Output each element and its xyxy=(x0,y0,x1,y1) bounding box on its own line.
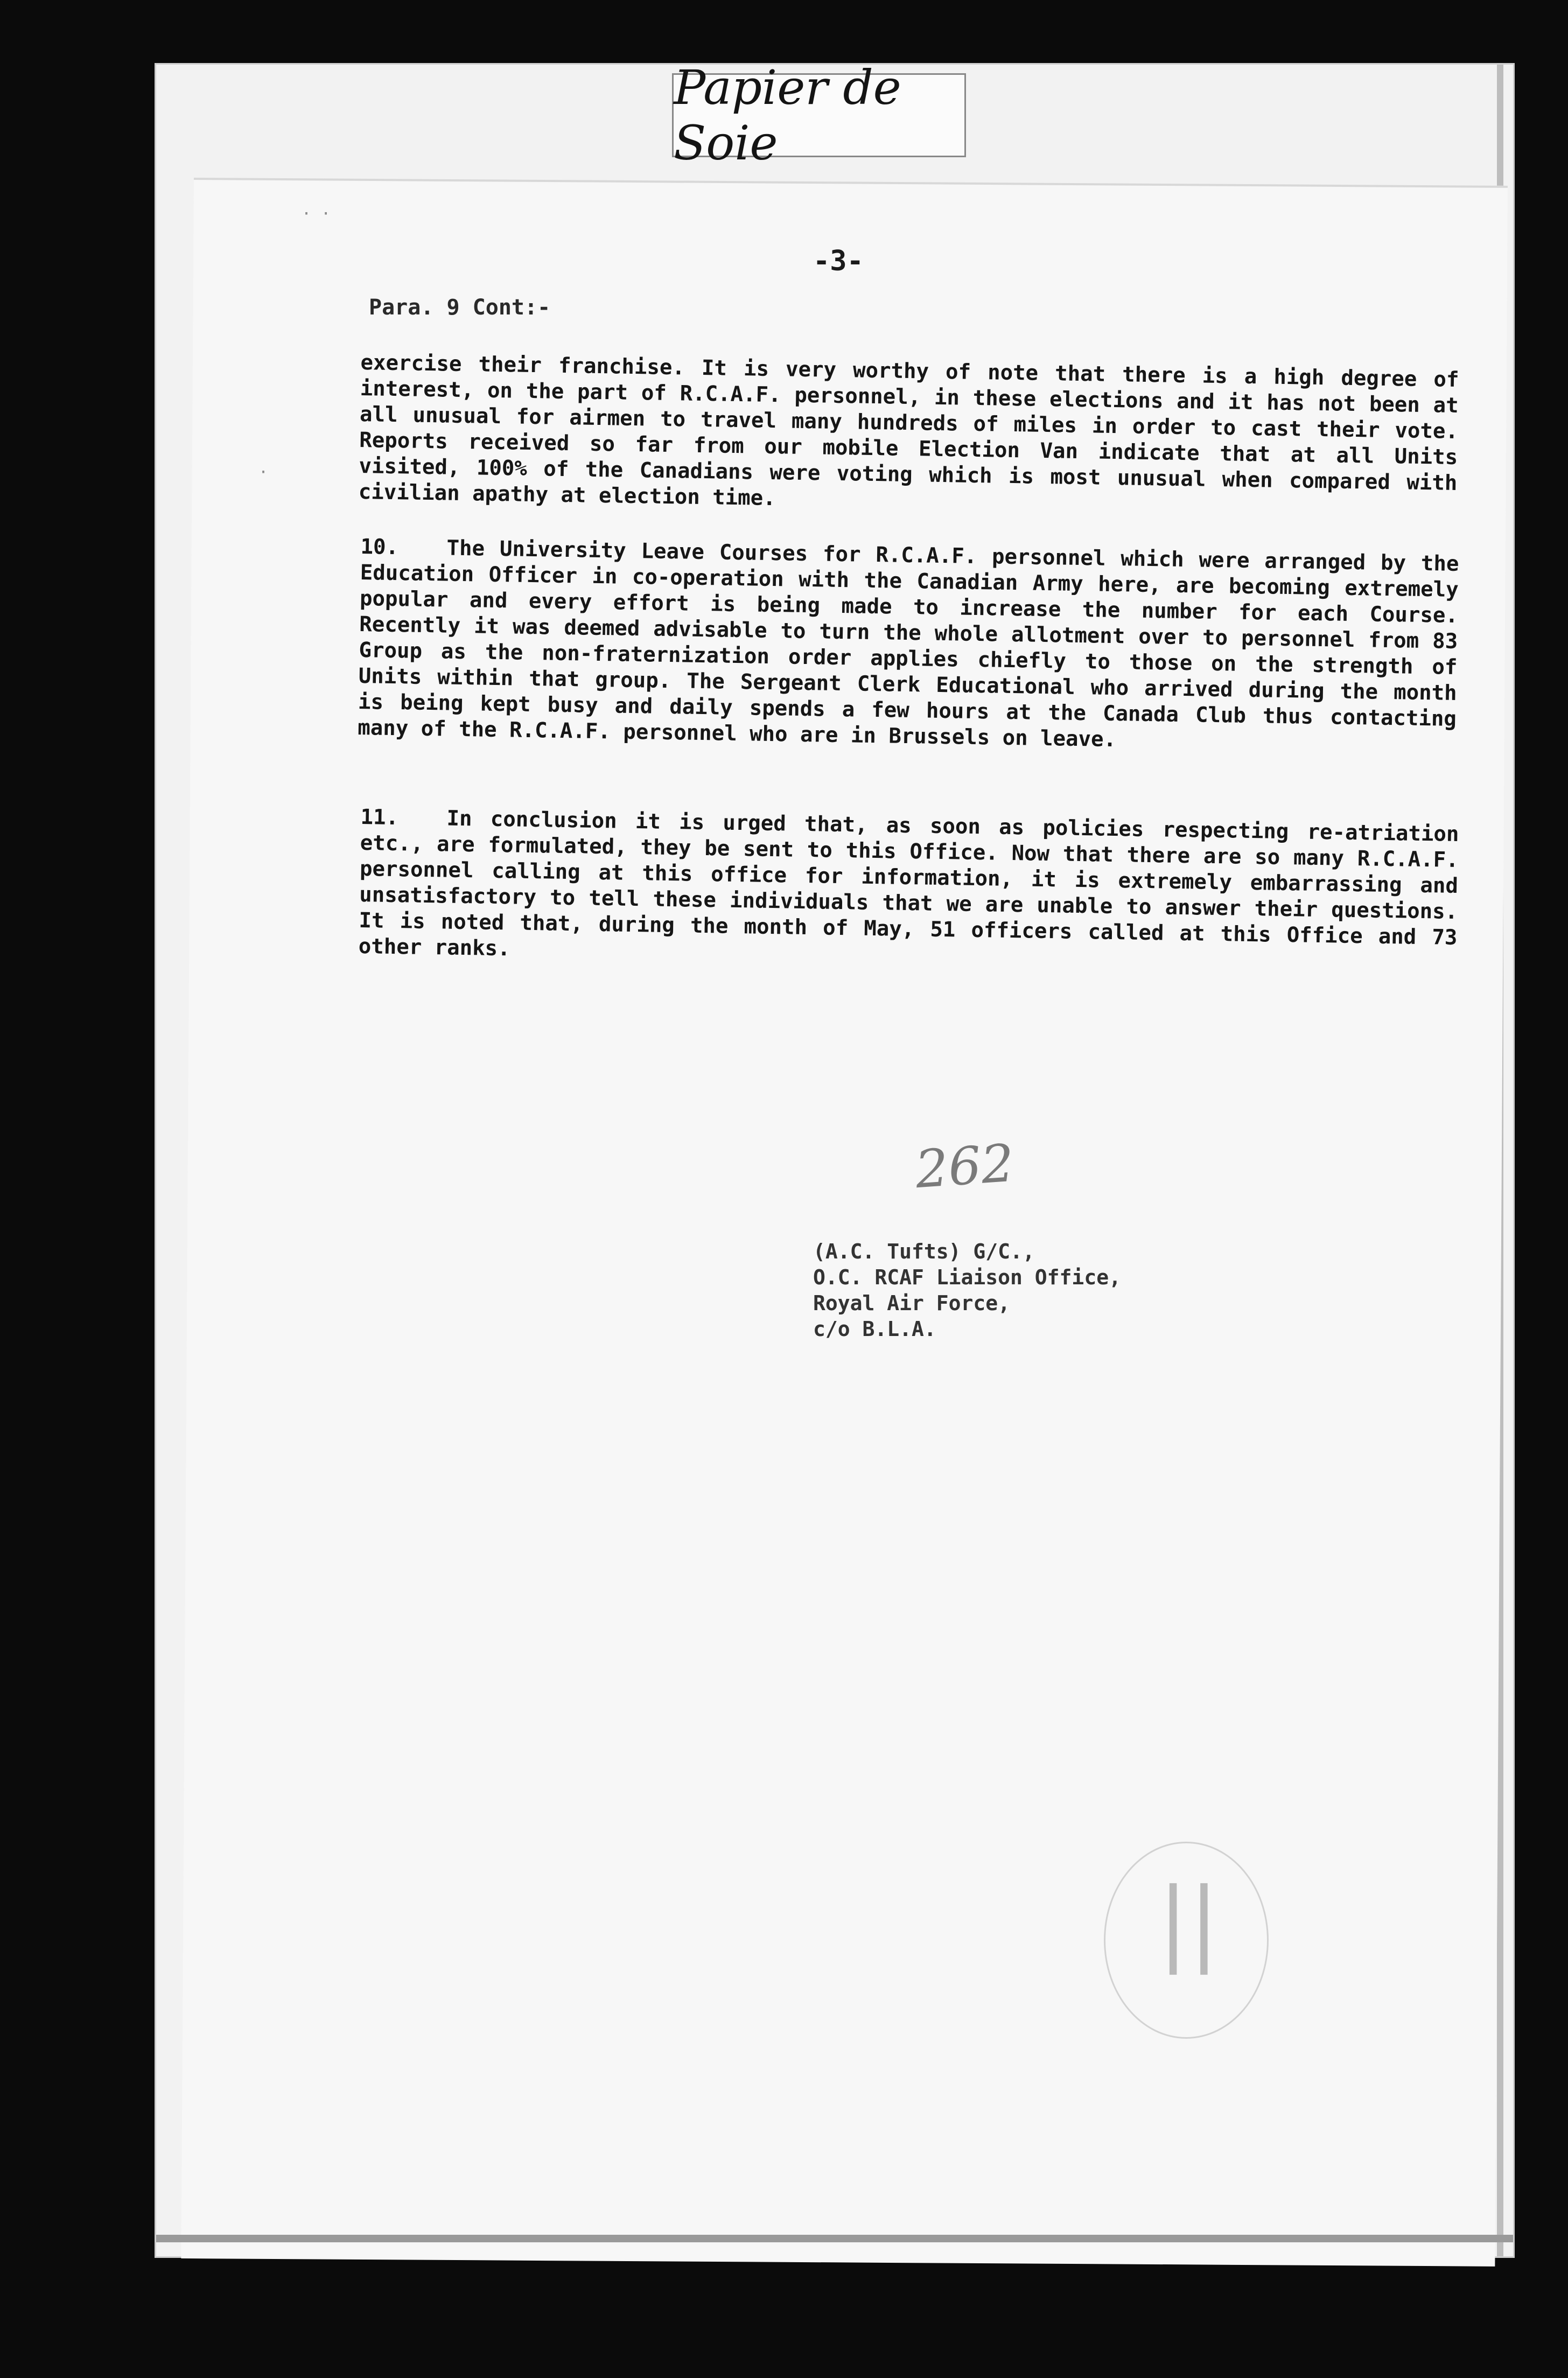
smudge-mark: · xyxy=(258,463,269,482)
paragraph-text: exercise their franchise. It is very worthy of note that there is a high degree of interest, on the part of R.C.A.F. personnel, in these elections and it has not been at all unusual for airmen to travel many hundreds of miles in order to cast their vote. Reports received so far from our mobile Election Van indicate that at all Units visited, 100% of the Canadians were voting which is most unusual when compared with civilian apathy at election time. xyxy=(358,350,1459,511)
sheet-bottom-edge xyxy=(156,2235,1513,2242)
paragraph-9-continued xyxy=(358,350,1459,511)
paragraph-text: In conclusion it is urged that, as soon as policies respecting re-atriation etc., are formulated, they be sent to this Office. Now that there are so many R.C.A.F. personnel calling at this office for information, it is extremely embarrassing and unsatisfactory to tell these individuals that we are unable to answer their questions. It is noted that, during the month of May, 51 officers called at this Office and 73 other ranks. xyxy=(358,806,1459,961)
faint-stamp-mark: || xyxy=(1158,1869,1220,1975)
paper-label: Papier de Soie xyxy=(672,73,966,157)
signatory-office: O.C. RCAF Liaison Office, xyxy=(813,1265,1121,1289)
handwritten-note: 262 xyxy=(913,1132,1016,1200)
paragraph-number: 11. xyxy=(360,805,399,830)
paragraph-text: The University Leave Courses for R.C.A.F. personnel which were arranged by the Education Officer in co-operation with the Canadian Army here, are becoming extremely popular and every effort is being made to increase the number for each Course. Recently it was deemed advisable to turn the whole allotment over to personnel from 83 Group as the non-fraternization order applies chiefly to those on the strength of Units within that group. The Sergeant Clerk Educational who arrived during the month is being kept busy and daily spends a few hours at the Canada Club thus contacting many of the R.C.A.F. personnel who are in Brussels on leave. xyxy=(357,536,1459,752)
continuation-heading: Para. 9 Cont:- xyxy=(369,295,551,320)
signatory-address: c/o B.L.A. xyxy=(813,1317,936,1341)
smudge-mark: · · xyxy=(302,205,331,223)
paragraph-11 xyxy=(358,805,1459,961)
signature-block xyxy=(813,1239,1255,1342)
page-number: -3- xyxy=(813,245,864,277)
paragraph-10 xyxy=(357,534,1459,752)
paragraph-number: 10. xyxy=(360,534,399,560)
signatory-service: Royal Air Force, xyxy=(813,1291,1011,1315)
signatory-name: (A.C. Tufts) G/C., xyxy=(813,1240,1035,1263)
